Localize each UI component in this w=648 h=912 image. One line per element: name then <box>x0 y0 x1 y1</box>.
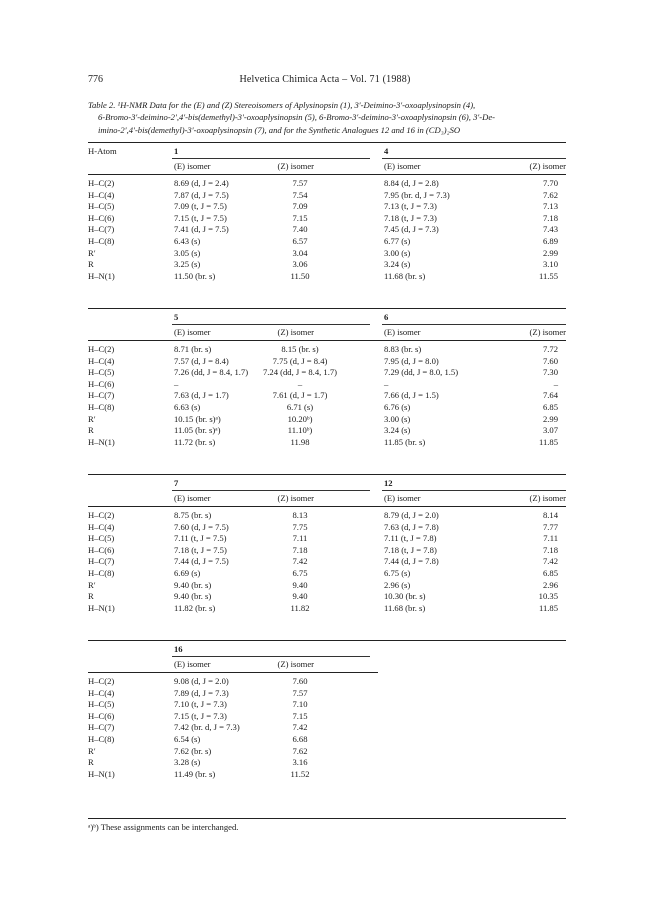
compound-label: 6 <box>384 312 389 322</box>
shift-value-e: 7.60 (d, J = 7.5) <box>174 521 229 532</box>
shift-value-z: 7.13 <box>542 201 558 212</box>
block-top-rule <box>88 308 566 309</box>
shift-value-e: 11.82 (br. s) <box>174 602 216 613</box>
atom-label: H–N(1) <box>88 602 115 613</box>
shift-value-e: 7.11 (t, J = 7.8) <box>384 533 437 544</box>
journal-title: Helvetica Chimica Acta – Vol. 71 (1988) <box>239 74 411 85</box>
atom-label: H–C(6) <box>88 544 115 555</box>
shift-value-e: 3.25 (s) <box>174 259 201 270</box>
shift-value-z: 7.43 <box>542 224 558 235</box>
atom-label: H–C(4) <box>88 355 115 366</box>
page-number: 776 <box>88 74 103 85</box>
column-header-e-isomer: (E) isomer <box>384 161 421 171</box>
shift-value-z: 6.71 (s) <box>286 402 314 412</box>
shift-value-e: 11.85 (br. s) <box>384 436 426 447</box>
atom-label: H–C(7) <box>88 390 115 401</box>
caption-line-1: Table 2. ¹H-NMR Data for the (E) and (Z) Stereoisomers of Aplysinopsin (1), 3′-Deimino-3′-oxoaplysinopsin (4), <box>88 100 476 110</box>
shift-value-e: 9.40 (br. s) <box>174 591 212 602</box>
shift-value-z: 7.09 <box>292 201 308 212</box>
shift-value-e: 6.69 (s) <box>174 568 201 578</box>
caption-line-3: imino-2′,4′-bis(demethyl)-3′-oxoaplysinopsin (7), and for the Synthetic Analogues 12 and 16 in (CD₃)₂SO <box>98 124 461 135</box>
block-top-rule <box>88 640 566 641</box>
shift-value-z: 7.24 (dd, J = 8.4, 1.7) <box>262 367 338 378</box>
atom-label: H–C(8) <box>88 402 115 412</box>
header-rule <box>88 174 566 175</box>
atom-label: H–C(2) <box>88 510 115 520</box>
shift-value-z: 3.10 <box>542 259 558 270</box>
compound-underline <box>172 158 370 159</box>
atom-label: R <box>88 757 94 768</box>
shift-value-e: 3.00 (s) <box>384 247 411 258</box>
shift-value-e: 7.15 (t, J = 7.3) <box>174 710 227 721</box>
table-caption <box>88 99 566 136</box>
atom-label: H–C(5) <box>88 533 115 544</box>
shift-value-z: 7.72 <box>542 344 558 354</box>
shift-value-e: 7.95 (d, J = 8.0) <box>384 355 439 366</box>
atom-label: H–N(1) <box>88 436 115 447</box>
shift-value-z: 11.98 <box>290 436 310 447</box>
shift-value-z: 3.16 <box>292 757 308 768</box>
shift-value-e: 9.08 (d, J = 2.0) <box>174 676 229 686</box>
header-rule <box>88 340 566 341</box>
shift-value-e: 11.05 (br. s)ᵃ) <box>174 425 221 436</box>
shift-value-z: 3.06 <box>292 259 308 270</box>
atom-label: H–C(4) <box>88 189 115 200</box>
shift-value-z: 11.82 <box>290 602 310 613</box>
column-header-z-isomer: (Z) isomer <box>529 327 566 337</box>
shift-value-z: 7.15 <box>292 710 308 721</box>
shift-value-e: 6.75 (s) <box>384 568 411 578</box>
shift-value-e: 8.71 (br. s) <box>174 344 212 354</box>
compound-underline <box>172 324 370 325</box>
compound-label: 12 <box>384 478 393 488</box>
shift-value-z: 7.10 <box>292 699 308 710</box>
shift-value-e: 3.00 (s) <box>384 413 411 424</box>
shift-value-z: 7.18 <box>542 544 558 555</box>
table-bottom-rule <box>88 818 566 819</box>
shift-value-z: 7.60 <box>542 355 558 366</box>
shift-value-z: 3.04 <box>292 247 308 258</box>
shift-value-z: 7.77 <box>542 521 558 532</box>
shift-value-z: 6.68 <box>292 734 308 744</box>
shift-value-e: 11.50 (br. s) <box>174 270 216 281</box>
shift-value-e: 7.44 (d, J = 7.8) <box>384 556 439 567</box>
atom-label: R <box>88 591 94 602</box>
shift-value-z: 11.50 <box>290 270 310 281</box>
atom-label: H–C(4) <box>88 521 115 532</box>
shift-value-e: 7.45 (d, J = 7.3) <box>384 224 439 235</box>
shift-value-e: 7.15 (t, J = 7.5) <box>174 212 227 223</box>
column-header-z-isomer: (Z) isomer <box>277 493 314 503</box>
shift-value-z: 11.55 <box>538 270 558 281</box>
compound-label: 7 <box>174 478 179 488</box>
shift-value-z: 7.54 <box>292 189 308 200</box>
shift-value-z: 6.57 <box>292 236 308 246</box>
shift-value-z: 9.40 <box>292 591 308 602</box>
shift-value-z: 6.89 <box>542 236 558 246</box>
shift-value-z: 7.11 <box>543 533 558 544</box>
shift-value-z: 11.52 <box>290 768 310 779</box>
shift-value-e: 2.96 (s) <box>384 579 411 590</box>
shift-value-z: 7.11 <box>292 533 308 544</box>
column-header-z-isomer: (Z) isomer <box>277 659 314 669</box>
shift-value-e: 7.11 (t, J = 7.5) <box>174 533 227 544</box>
shift-value-e: 7.42 (br. d, J = 7.3) <box>174 722 240 733</box>
shift-value-z: 8.14 <box>542 510 558 520</box>
shift-value-e: 6.76 (s) <box>384 402 411 412</box>
atom-label: R′ <box>88 745 96 756</box>
shift-value-z: 10.35 <box>538 591 558 602</box>
header-rule <box>88 506 566 507</box>
shift-value-e: 10.30 (br. s) <box>384 591 426 602</box>
shift-value-e: 7.10 (t, J = 7.3) <box>174 699 227 710</box>
shift-value-e: 7.29 (dd, J = 8.0, 1.5) <box>384 367 459 378</box>
shift-value-z: 10.20ᵇ) <box>287 413 313 424</box>
atom-label: H–C(6) <box>88 212 115 223</box>
column-header-e-isomer: (E) isomer <box>174 659 211 669</box>
atom-label: H–C(2) <box>88 344 115 354</box>
shift-value-z: 7.62 <box>292 745 308 756</box>
column-header-z-isomer: (Z) isomer <box>529 493 566 503</box>
shift-value-z: 7.70 <box>542 178 558 188</box>
shift-value-z: 2.96 <box>542 579 558 590</box>
shift-value-e: 11.49 (br. s) <box>174 768 216 779</box>
shift-value-z: 7.64 <box>542 390 558 401</box>
shift-value-e: 8.79 (d, J = 2.0) <box>384 510 439 520</box>
column-header-e-isomer: (E) isomer <box>384 327 421 337</box>
column-header-e-isomer: (E) isomer <box>384 493 421 503</box>
shift-value-z: 2.99 <box>542 413 558 424</box>
shift-value-e: 7.63 (d, J = 1.7) <box>174 390 229 401</box>
column-header-z-isomer: (Z) isomer <box>277 327 314 337</box>
atom-label: H–C(4) <box>88 687 115 698</box>
shift-value-e: 9.40 (br. s) <box>174 579 212 590</box>
header-rule <box>88 672 378 673</box>
shift-value-e: 3.24 (s) <box>384 425 411 436</box>
shift-value-z: 6.85 <box>542 568 558 578</box>
shift-value-e: 7.18 (t, J = 7.8) <box>384 544 437 555</box>
shift-value-z: 6.75 <box>292 568 308 578</box>
shift-value-z: 7.62 <box>542 189 558 200</box>
shift-value-z: 7.57 <box>292 687 308 698</box>
shift-value-e: 7.44 (d, J = 7.5) <box>174 556 229 567</box>
compound-label: 4 <box>384 146 389 156</box>
shift-value-e: 8.84 (d, J = 2.8) <box>384 178 439 188</box>
atom-label: H–C(2) <box>88 676 115 686</box>
column-header-z-isomer: (Z) isomer <box>529 161 566 171</box>
shift-value-z: 7.40 <box>292 224 308 235</box>
shift-value-e: 7.57 (d, J = 8.4) <box>174 355 229 366</box>
shift-value-z: 7.60 <box>292 676 308 686</box>
shift-value-e: 7.18 (t, J = 7.3) <box>384 212 437 223</box>
column-header-atom: H-Atom <box>88 146 117 156</box>
shift-value-e: 7.18 (t, J = 7.5) <box>174 544 227 555</box>
shift-value-e: 7.41 (d, J = 7.5) <box>174 224 229 235</box>
shift-value-z: 6.85 <box>542 402 558 412</box>
column-header-z-isomer: (Z) isomer <box>277 161 314 171</box>
shift-value-e: 7.63 (d, J = 7.8) <box>384 521 439 532</box>
shift-value-z: 7.15 <box>292 212 308 223</box>
atom-label: H–C(7) <box>88 556 115 567</box>
column-header-e-isomer: (E) isomer <box>174 493 211 503</box>
column-header-e-isomer: (E) isomer <box>174 161 211 171</box>
shift-value-e: 8.83 (br. s) <box>384 344 422 354</box>
shift-value-e: 7.09 (t, J = 7.5) <box>174 201 227 212</box>
atom-label: R′ <box>88 579 96 590</box>
compound-label: 16 <box>174 644 183 654</box>
shift-value-z: 3.07 <box>542 425 558 436</box>
shift-value-e: 6.77 (s) <box>384 236 411 246</box>
caption-line-2: 6-Bromo-3′-deimino-2′,4′-bis(demethyl)-3′-oxoaplysinopsin (5), 6-Bromo-3′-deimino-3′-oxoaplysinopsin (6), 3′-De- <box>98 112 495 123</box>
shift-value-z: 2.99 <box>542 247 558 258</box>
shift-value-e: 7.62 (br. s) <box>174 745 212 756</box>
atom-label: H–C(7) <box>88 224 115 235</box>
shift-value-z: 8.15 (br. s) <box>281 344 319 354</box>
shift-value-z: 7.18 <box>292 544 308 555</box>
shift-value-z: 7.75 (d, J = 8.4) <box>272 355 328 366</box>
atom-label: H–C(5) <box>88 201 115 212</box>
shift-value-e: 7.66 (d, J = 1.5) <box>384 390 439 401</box>
shift-value-z: 7.42 <box>292 722 308 733</box>
shift-value-e: 3.28 (s) <box>174 757 201 768</box>
shift-value-z: 9.40 <box>292 579 308 590</box>
compound-underline <box>382 490 566 491</box>
block-top-rule <box>88 142 566 143</box>
compound-underline <box>382 158 566 159</box>
shift-value-z: – <box>553 378 558 389</box>
shift-value-z: 11.10ᵇ) <box>287 425 313 436</box>
shift-value-e: 6.63 (s) <box>174 402 201 412</box>
shift-value-e: 7.95 (br. d, J = 7.3) <box>384 189 450 200</box>
shift-value-z: 8.13 <box>292 510 308 520</box>
shift-value-e: 3.24 (s) <box>384 259 411 270</box>
atom-label: H–N(1) <box>88 270 115 281</box>
shift-value-z: 7.57 <box>292 178 308 188</box>
atom-label: R′ <box>88 247 96 258</box>
shift-value-e: 7.26 (dd, J = 8.4, 1.7) <box>174 367 249 378</box>
shift-value-e: – <box>384 378 389 389</box>
shift-value-z: 7.61 (d, J = 1.7) <box>272 390 328 401</box>
atom-label: R <box>88 425 94 436</box>
shift-value-e: 3.05 (s) <box>174 247 201 258</box>
shift-value-e: 6.43 (s) <box>174 236 201 246</box>
atom-label: H–C(2) <box>88 178 115 188</box>
atom-label: H–C(8) <box>88 236 115 246</box>
atom-label: R <box>88 259 94 270</box>
compound-underline <box>172 656 370 657</box>
shift-value-e: 11.72 (br. s) <box>174 436 216 447</box>
shift-value-e: 7.87 (d, J = 7.5) <box>174 189 229 200</box>
atom-label: H–C(8) <box>88 734 115 744</box>
compound-underline <box>382 324 566 325</box>
atom-label: R′ <box>88 413 96 424</box>
atom-label: H–C(5) <box>88 699 115 710</box>
atom-label: H–N(1) <box>88 768 115 779</box>
shift-value-z: 7.75 <box>292 521 308 532</box>
shift-value-z: 7.18 <box>542 212 558 223</box>
shift-value-e: 7.13 (t, J = 7.3) <box>384 201 437 212</box>
shift-value-e: 6.54 (s) <box>174 734 201 744</box>
shift-value-z: 7.42 <box>542 556 558 567</box>
table-footnote: ᵃ)ᵇ) These assignments can be interchanged. <box>88 822 239 832</box>
shift-value-e: – <box>174 378 179 389</box>
block-top-rule <box>88 474 566 475</box>
atom-label: H–C(6) <box>88 710 115 721</box>
shift-value-z: 11.85 <box>538 602 558 613</box>
atom-label: H–C(6) <box>88 378 115 389</box>
shift-value-z: 7.30 <box>542 367 558 378</box>
shift-value-e: 11.68 (br. s) <box>384 602 426 613</box>
column-header-e-isomer: (E) isomer <box>174 327 211 337</box>
shift-value-z: 11.85 <box>538 436 558 447</box>
shift-value-e: 8.69 (d, J = 2.4) <box>174 178 229 188</box>
compound-label: 1 <box>174 146 179 156</box>
shift-value-z: 7.42 <box>292 556 308 567</box>
shift-value-e: 7.89 (d, J = 7.3) <box>174 687 229 698</box>
atom-label: H–C(7) <box>88 722 115 733</box>
shift-value-z: – <box>297 378 303 389</box>
shift-value-e: 10.15 (br. s)ᵃ) <box>174 413 221 424</box>
atom-label: H–C(8) <box>88 568 115 578</box>
atom-label: H–C(5) <box>88 367 115 378</box>
shift-value-e: 8.75 (br. s) <box>174 510 212 520</box>
shift-value-e: 11.68 (br. s) <box>384 270 426 281</box>
compound-underline <box>172 490 370 491</box>
compound-label: 5 <box>174 312 179 322</box>
